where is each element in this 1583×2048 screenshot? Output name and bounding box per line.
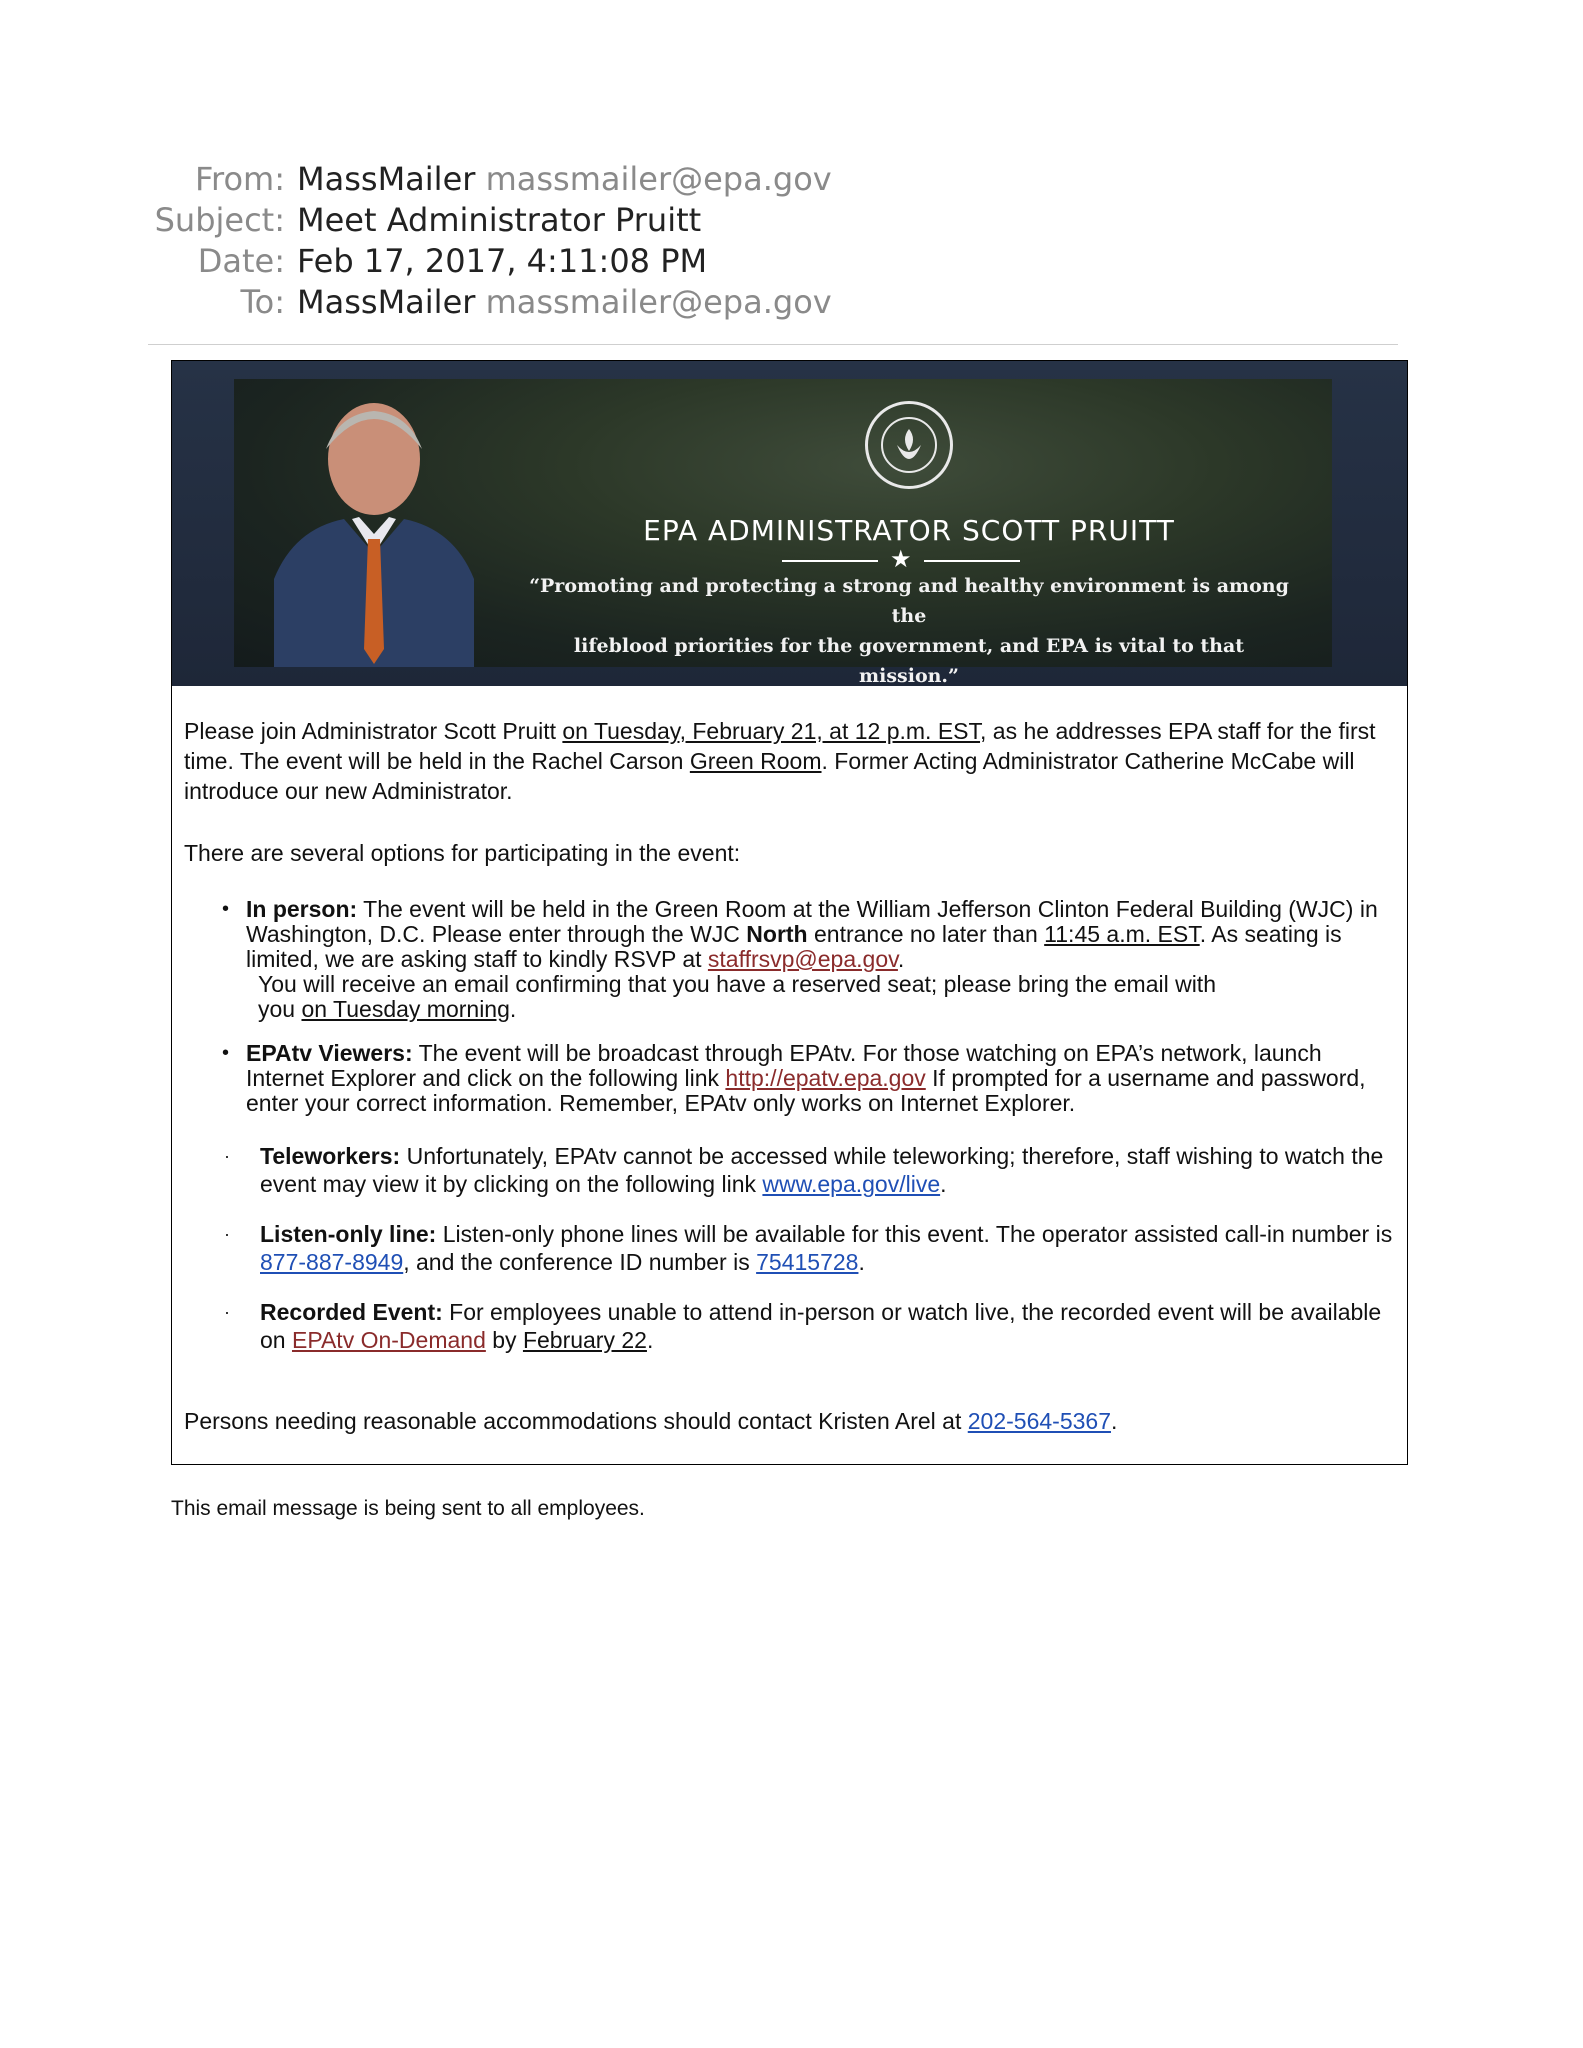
small-bullet-icon: · — [224, 1224, 230, 1244]
options-intro: There are several options for participating in the event: — [184, 840, 741, 866]
conference-id-link[interactable]: 75415728 — [756, 1249, 859, 1275]
from-name: MassMailer — [297, 159, 476, 198]
email-body-frame — [171, 360, 1408, 1465]
rsvp-email-link[interactable]: staffrsvp@epa.gov — [707, 946, 898, 972]
from-row — [140, 158, 1400, 199]
accommodations-phone-link[interactable]: 202-564-5367 — [967, 1408, 1111, 1434]
quote-line-1: “Promoting and protecting a strong and healthy environment is among the — [529, 575, 1289, 627]
email-content: Please join Administrator Scott Pruitt on Tuesday, February 21, at 12 p.m. EST, as he addresses EPA staff for the first time. The event will be held in the Rachel Carson Green Room. Former Acting Administrator Catherine McCabe will introduce our new Administrator. There are several options for participating in the event: • In person: The event will be held in the Green Room at the William Jefferson Clinton Federal Building (WJC) in Washington, D.C. Please enter through the WJC North entrance no later than 11:45 a.m. EST. As seating is limited, we are asking staff to kindly RSVP at staffrsvp@epa.gov. You will receive an email confirming that you have a reserved seat; please bring the email with you on Tuesday morning. • EPAtv Viewers: The event will be broadcast through EPAtv. For those watching on EPA’s network, launch Internet Explorer and click on the following link http://epatv.epa.gov If prompted for a username and password, enter your correct information. Remember, EPAtv only works on Internet Explorer. · Teleworkers: Unfortunately, EPAtv cannot be accessed while teleworking; therefore, staff wishing to watch the event may view it by clicking on the following link www.epa.gov/live. · Listen-only line: Listen-only phone lines will be available for this event. The operator assisted call-in number is 877-887-8949, and the conference ID number is 75415728. · Recorded Event: For employees unable to attend in-person or watch live, the recorded event will be available on EPAtv On-Demand by February 22. — [184, 716, 1399, 806]
to-address[interactable]: massmailer@epa.gov — [485, 282, 832, 321]
header-divider — [148, 344, 1398, 345]
banner-quote — [524, 571, 1294, 691]
banner-rule-right — [924, 560, 1020, 562]
epatv-link[interactable]: http://epatv.epa.gov — [725, 1065, 926, 1091]
intro-paragraph: Please join Administrator Scott Pruitt on Tuesday, February 21, at 12 p.m. EST, as he addresses EPA staff for the first time. The event will be held in the Rachel Carson Green Room. Former Acting Administrator Catherine McCabe will introduce our new Administrator. — [184, 718, 1376, 804]
email-header — [140, 158, 1400, 322]
bullet-icon: • — [222, 898, 230, 920]
quote-line-2: lifeblood priorities for the government, and EPA is vital to that mission.” — [573, 635, 1245, 687]
banner-image — [234, 379, 1332, 687]
banner — [172, 361, 1407, 686]
banner-title: EPA ADMINISTRATOR SCOTT PRUITT — [643, 514, 1175, 547]
star-icon: ★ — [890, 546, 912, 573]
small-bullet-icon: · — [224, 1146, 230, 1166]
closing-paragraph: Persons needing reasonable accommodations should contact Kristen Arel at 202-564-5367. — [184, 1408, 1118, 1434]
subject-row — [140, 199, 1400, 240]
on-demand-link[interactable]: EPAtv On-Demand — [291, 1327, 486, 1353]
footer-note: This email message is being sent to all employees. — [171, 1497, 645, 1520]
bullet-icon: • — [222, 1042, 230, 1064]
to-label: To: — [240, 282, 285, 321]
subject-value: Meet Administrator Pruitt — [297, 200, 702, 239]
date-row — [140, 240, 1400, 281]
call-in-number-link[interactable]: 877-887-8949 — [260, 1249, 404, 1275]
from-label: From: — [194, 159, 285, 198]
small-bullet-icon: · — [224, 1302, 230, 1322]
to-name: MassMailer — [297, 282, 476, 321]
date-value: Feb 17, 2017, 4:11:08 PM — [297, 241, 708, 280]
epa-seal-icon — [865, 401, 953, 489]
banner-rule-left — [782, 560, 878, 562]
epa-live-link[interactable]: www.epa.gov/live — [762, 1171, 941, 1197]
from-address[interactable]: massmailer@epa.gov — [485, 159, 832, 198]
date-label: Date: — [197, 241, 285, 280]
subject-label: Subject: — [154, 200, 285, 239]
to-row — [140, 281, 1400, 322]
